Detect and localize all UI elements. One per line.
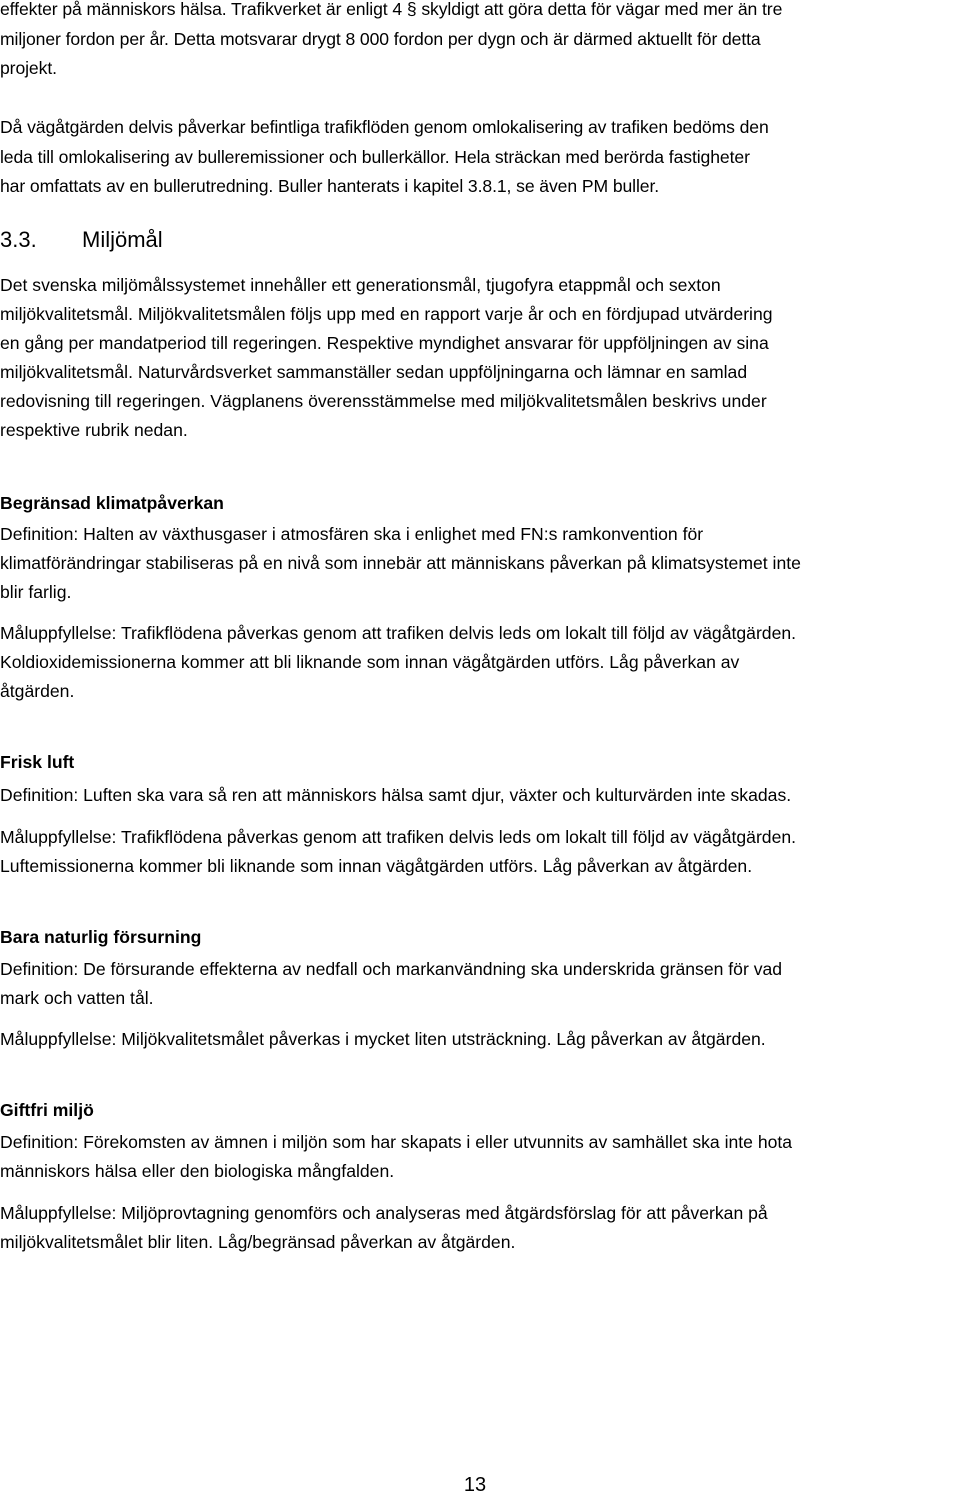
text-line: Det svenska miljömålssystemet innehåller ett generationsmål, tjugofyra etappmål och sexton: [0, 275, 721, 295]
section-heading: [0, 227, 163, 253]
text-line: en gång per mandatperiod till regeringen. Respektive myndighet ansvarar för uppföljningen av sina: [0, 333, 769, 353]
goal-definition: [0, 955, 958, 1013]
text-line: miljökvalitetsmål. Naturvårdsverket sammanställer sedan uppföljningarna och lämnar en samlad: [0, 362, 748, 382]
text-line: Luftemissionerna kommer bli liknande som innan vägåtgärden utförs. Låg påverkan av åtgärden.: [0, 856, 753, 876]
goal-title: Frisk luft: [0, 752, 75, 772]
text-line: redovisning till regeringen. Vägplanens överensstämmelse med miljökvalitetsmålen beskrivs under: [0, 391, 767, 411]
intro-paragraph-1: [0, 0, 958, 84]
text-line: Måluppfyllelse: Trafikflödena påverkas genom att trafiken delvis leds om lokalt till följd av vägåtgärden.: [0, 827, 797, 847]
text-line: Måluppfyllelse: Miljökvalitetsmålet påverkas i mycket liten utsträckning. Låg påverkan av åtgärden.: [0, 1029, 766, 1049]
text-line: miljökvalitetsmålet blir liten. Låg/begränsad påverkan av åtgärden.: [0, 1232, 516, 1252]
text-line: Då vägåtgärden delvis påverkar befintliga trafikflöden genom omlokalisering av trafiken bedöms den: [0, 117, 769, 137]
text-line: mark och vatten tål.: [0, 988, 154, 1008]
goal-title: Bara naturlig försurning: [0, 927, 202, 947]
page-number: 13: [463, 1474, 487, 1496]
text-line: projekt.: [0, 58, 57, 78]
section-title: Miljömål: [82, 227, 163, 252]
text-line: respektive rubrik nedan.: [0, 420, 188, 440]
text-line: effekter på människors hälsa. Trafikverket är enligt 4 § skyldigt att göra detta för vägar med mer än tre: [0, 0, 783, 19]
intro-paragraph-2: [0, 113, 958, 202]
goal-fulfillment: [0, 619, 958, 706]
text-line: leda till omlokalisering av bulleremissioner och bullerkällor. Hela sträckan med berörda fastigheter: [0, 146, 750, 167]
text-line: Måluppfyllelse: Miljöprovtagning genomförs och analyseras med åtgärdsförslag för att påverkan på: [0, 1203, 768, 1223]
goal-title: Begränsad klimatpåverkan: [0, 493, 224, 513]
text-line: blir farlig.: [0, 582, 72, 602]
text-line: har omfattats av en bullerutredning. Buller hanterats i kapitel 3.8.1, se även PM buller.: [0, 176, 660, 196]
text-line: Definition: Luften ska vara så ren att människors hälsa samt djur, växter och kulturvärden inte skadas.: [0, 785, 792, 805]
text-line: Måluppfyllelse: Trafikflödena påverkas genom att trafiken delvis leds om lokalt till följd av vägåtgärden.: [0, 623, 797, 643]
goal-fulfillment: [0, 1025, 958, 1054]
text-line: åtgärden.: [0, 681, 75, 701]
goal-title: Giftfri miljö: [0, 1100, 94, 1120]
goal-fulfillment: [0, 1199, 958, 1257]
text-line: Definition: De försurande effekterna av nedfall och markanvändning ska underskrida gränsen för vad: [0, 959, 783, 979]
text-line: Definition: Halten av växthusgaser i atmosfären ska i enlighet med FN:s ramkonvention för: [0, 524, 704, 544]
text-line: miljökvalitetsmål. Miljökvalitetsmålen följs upp med en rapport varje år och en fördjupad utvärdering: [0, 304, 773, 324]
text-line: Definition: Förekomsten av ämnen i miljön som har skapats i eller utvunnits av samhället ska inte hota: [0, 1132, 793, 1152]
goal-fulfillment: [0, 823, 958, 881]
text-line: klimatförändringar stabiliseras på en nivå som innebär att människans påverkan på klimatsystemet inte: [0, 553, 801, 573]
goal-definition: [0, 1128, 958, 1186]
goal-definition: [0, 520, 958, 607]
section-number: 3.3.: [0, 227, 37, 252]
text-line: miljoner fordon per år. Detta motsvarar drygt 8 000 fordon per dygn och är därmed aktuellt för detta: [0, 28, 761, 49]
text-line: människors hälsa eller den biologiska mångfalden.: [0, 1161, 395, 1181]
goal-definition: [0, 781, 958, 810]
text-line: Koldioxidemissionerna kommer att bli liknande som innan vägåtgärden utförs. Låg påverkan av: [0, 652, 740, 672]
section-body: [0, 271, 958, 445]
